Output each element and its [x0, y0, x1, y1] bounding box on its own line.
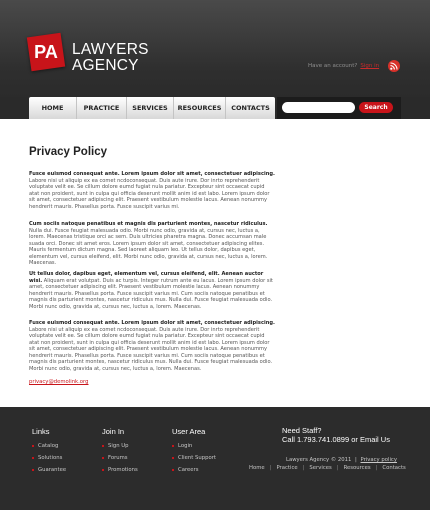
logo-wordmark[interactable]: [72, 42, 149, 74]
footer-user-list: [172, 443, 216, 479]
nav-resources[interactable]: RESOURCES: [174, 97, 226, 119]
footer-nav-contacts[interactable]: Contacts: [382, 465, 406, 471]
nav-practice[interactable]: PRACTICE: [77, 97, 127, 119]
paragraph: [29, 271, 275, 310]
nav-services[interactable]: SERVICES: [127, 97, 174, 119]
footer-link-catalog[interactable]: Catalog: [32, 443, 66, 455]
footer-link-forums[interactable]: Forums: [102, 455, 138, 467]
nav-contacts[interactable]: CONTACTS: [231, 104, 270, 112]
footer-nav-resources[interactable]: Resources: [343, 465, 371, 471]
logo-line-1: LAWYERS: [72, 41, 149, 58]
paragraph-body: Labore nisi ut aliquip ex ea comet ncdoconsequat. Duis aute irure. Dor inrto reprehenderit voluptate velit ee. Se cillum dolore eumd fugiat nula pariatur. Excepteur sint occaecat cupid atat non proident, sunt in culpa qui officia deserunt mollit anim id est labo. Lorem ipsum dolor sit amet, consectetuer adipiscing elit. Praesent vestibulum molestie lacus. Aenean nonummy hendrerit mauris. Phasellus porta. Fusce suscipit varius mi. Cum sociis natoque penatibus et magnis dis parturient montes, nascetur ridiculus mus. Nulla dui. Fusce feugiat malesuada odio. Morbi nunc odio, gravida at, cursus nec, luctus a, lorem. Maecenas.: [29, 326, 273, 372]
nav-home[interactable]: HOME: [29, 97, 77, 119]
site-footer: [0, 407, 430, 510]
contact-email-link[interactable]: privacy@demolink.org: [29, 379, 89, 385]
paragraph: [29, 320, 275, 372]
paragraph-lead: Cum sociis natoque penatibus et magnis dis parturient montes, nascetur ridiculus.: [29, 221, 268, 227]
footer-links-title: Links: [32, 427, 50, 436]
footer-nav-practice[interactable]: Practice: [276, 465, 298, 471]
paragraph: [29, 171, 275, 210]
privacy-policy-link[interactable]: Privacy policy: [360, 457, 397, 463]
footer-join-title: Join In: [102, 427, 125, 436]
paragraph-lead: Ut tellus dolor, dapibus eget, elementum vel, cursus eleifend, elit. Aenean auctor wisi.: [29, 271, 264, 284]
main-content: [0, 119, 430, 407]
footer-nav-services[interactable]: Services: [309, 465, 332, 471]
footer-link-login[interactable]: Login: [172, 443, 216, 455]
page-title: Privacy Policy: [29, 146, 107, 158]
paragraph-body: Nulla dui. Fusce feugiat malesuada odio. Morbi nunc odio, gravida at, cursus nec, luctus a, lorem. Maecenas tristique orci ac sem. Duis ultricies pharetra magna. Donec accumsan male suada orci. Donec sit amet eros. Lorem ipsum dolor sit amet, consectetuer adipiscing elites. Mauris fermentum dictum magna. Sed laoreet aliquam leo. Ut tellus dolor, dapibus eget, elementum vel, cursus eleifend, elit. Morbi nunc odio, gravida at, cursus nec, luctus a, lorem. Maecenas.: [29, 227, 268, 267]
main-nav: [29, 97, 275, 119]
footer-links-list: [32, 443, 66, 479]
copyright-text: Lawyers Agency © 2011: [286, 457, 352, 463]
footer-link-client-support[interactable]: Client Support: [172, 455, 216, 467]
search-input[interactable]: [282, 102, 355, 113]
footer-link-guarantee[interactable]: Guarantee: [32, 467, 66, 479]
footer-nav-home[interactable]: Home: [249, 465, 265, 471]
paragraph-lead: Fusce euismod consequat ante. Lorem ipsum dolor sit amet, consectetuer adipiscing.: [29, 320, 275, 326]
account-prompt: [308, 63, 379, 69]
paragraph-lead: Fusce euismod consequat ante. Lorem ipsum dolor sit amet, consectetuer adipiscing.: [29, 171, 275, 177]
footer-nav: Home | Practice | Services | Resources | Contacts: [249, 465, 406, 471]
paragraph-body: Labore nisi ut aliquip ex ea comet ncdoconsequat. Duis aute irure. Dor inrto reprehenderit voluptate velit ee. Se cillum dolore eumd fugiat nula pariatur. Excepteur sint occaecat cupid atat non proident, sunt in culpa qui officia deserunt mollit anim id est labo. Lorem ipsum dolor sit amet, consectetuer adipiscing elit. Praesent vestibulum molestie lacus. Aenean nonummy hendrerit mauris. Phasellus porta. Fusce suscipit varius mi.: [29, 177, 270, 210]
logo-mark[interactable]: [27, 33, 65, 71]
search-bar: [277, 97, 401, 119]
search-button[interactable]: Search: [359, 102, 393, 113]
paragraph: [29, 221, 275, 267]
site-header: [0, 0, 430, 97]
signin-link[interactable]: Sign in: [360, 63, 380, 69]
footer-link-signup[interactable]: Sign Up: [102, 443, 138, 455]
copyright: Lawyers Agency © 2011 | Privacy policy: [286, 457, 397, 463]
footer-user-title: User Area: [172, 427, 206, 436]
account-question: Have an account?: [308, 63, 358, 69]
footer-link-careers[interactable]: Careers: [172, 467, 216, 479]
footer-link-promotions[interactable]: Promotions: [102, 467, 138, 479]
staff-heading: Need Staff?: [282, 426, 322, 435]
paragraph-body: Aliquam erat volutpat. Duis ac turpis. Integer rutrum ante eu lacus. Lorem ipsum dolor sit amet, consectetuer adipiscing elit. Praesent vestibulum molestie lacus. Aenean nonummy hendrerit mauris. Phasellus porta. Fusce suscipit varius mi. Cum sociis natoque penatibus et magnis dis parturient montes, nascetur ridiculus mus. Nulla dui. Fusce feugiat malesuada odio. Morbi nunc odio, gravida at, cursus nec, luctus a, lorem. Maecenas.: [29, 277, 273, 310]
logo-initials: PA: [34, 42, 58, 62]
staff-contact: Call 1.793.741.0899 or Email Us: [282, 435, 390, 444]
footer-link-solutions[interactable]: Solutions: [32, 455, 66, 467]
footer-join-list: [102, 443, 138, 479]
logo-line-2: AGENCY: [72, 57, 139, 74]
rss-icon[interactable]: [388, 60, 400, 72]
